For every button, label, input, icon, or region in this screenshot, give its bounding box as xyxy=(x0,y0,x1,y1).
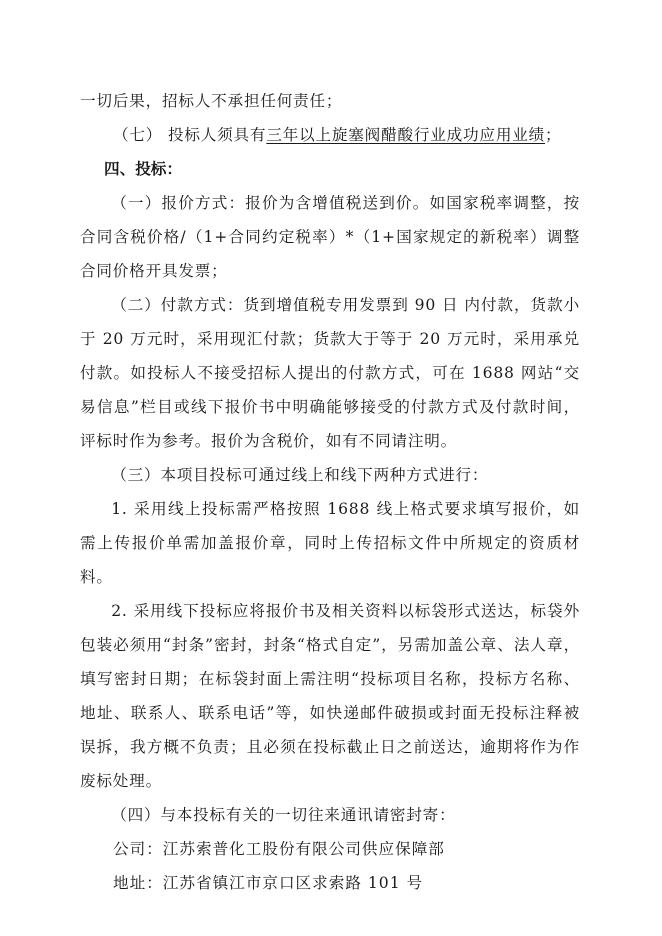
item-7-underlined-requirement: 三年以上旋塞阀醋酸行业成功应用业绩 xyxy=(266,126,546,144)
item-7-prefix: （七） 投标人须具有 xyxy=(113,126,267,144)
continuation-line: 一切后果，招标人不承担任何责任； xyxy=(80,92,343,110)
paragraph-quote-method: （一）报价方式：报价为含增值税送到价。如国家税率调整，按合同含税价格/（1+合同约定税率）*（1+国家规定的新税率）调整合同价格开具发票； xyxy=(80,194,580,280)
paragraph-payment-method: （二）付款方式：货到增值税专用发票到 90 日 内付款，货款小于 20 万元时，采用现汇付款；货款大于等于 20 万元时，采用承兑付款。如投标人不接受招标人提出的付款方式，可在 1688 网站“交易信息”栏目或线下报价书中明确能够接受的付款方式及付款时间，评标时作为参考。报价为含税价，如有不同请注明。 xyxy=(80,296,580,450)
paragraph-offline-bid: 2. 采用线下投标应将报价书及相关资料以标袋形式送达，标袋外包装必须用“封条”密封，封条“格式自定”，另需加盖公章、法人章，填写密封日期；在标袋封面上需注明“投标项目名称，投标方名称、地址、联系人、联系电话”等，如快递邮件破损或封面无投标注释被误拆，我方概不负责；且必须在投标截止日之前送达，逾期将作为作废标处理。 xyxy=(80,602,580,790)
contact-address: 地址：江苏省镇江市京口区求索路 101 号 xyxy=(113,874,424,892)
item-7 xyxy=(80,118,580,152)
document-page xyxy=(80,84,580,900)
section-heading-bidding: 四、投标： xyxy=(104,160,182,178)
paragraph-online-bid: 1. 采用线上投标需严格按照 1688 线上格式要求填写报价，如需上传报价单需加盖报价章，同时上传招标文件中所规定的资质材料。 xyxy=(80,500,580,586)
contact-company: 公司：江苏索普化工股份有限公司供应保障部 xyxy=(113,840,445,858)
paragraph-bid-channels: （三）本项目投标可通过线上和线下两种方式进行： xyxy=(111,466,489,484)
paragraph-correspondence: （四）与本投标有关的一切往来通讯请密封寄： xyxy=(111,806,456,824)
item-7-suffix: ； xyxy=(545,126,562,144)
